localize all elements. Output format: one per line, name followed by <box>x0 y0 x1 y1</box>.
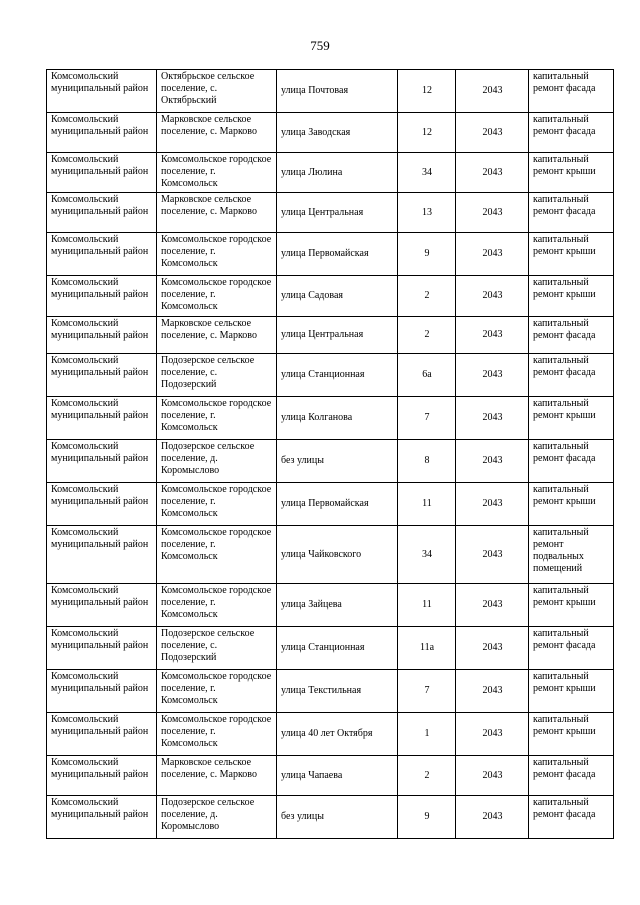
house-number-cell: 11а <box>398 627 456 670</box>
work-type-cell: капитальный ремонт крыши <box>529 483 614 526</box>
settlement-cell: Подозерское сельское поселение, д. Коромыслово <box>157 796 277 839</box>
work-type-cell: капитальный ремонт крыши <box>529 670 614 713</box>
settlement-cell: Комсомольское городское поселение, г. Комсомольск <box>157 483 277 526</box>
street-cell: улица Люлина <box>277 153 398 193</box>
house-number-cell: 34 <box>398 153 456 193</box>
work-type-cell: капитальный ремонт крыши <box>529 584 614 627</box>
settlement-cell: Комсомольское городское поселение, г. Комсомольск <box>157 526 277 584</box>
district-cell: Комсомольский муниципальный район <box>47 627 157 670</box>
house-number-cell: 1 <box>398 713 456 756</box>
street-cell: без улицы <box>277 440 398 483</box>
year-cell: 2043 <box>456 670 529 713</box>
table-row <box>47 526 614 584</box>
work-type-cell: капитальный ремонт подвальных помещений <box>529 526 614 584</box>
street-cell: улица Центральная <box>277 317 398 354</box>
year-cell: 2043 <box>456 713 529 756</box>
work-type-cell: капитальный ремонт крыши <box>529 153 614 193</box>
house-number-cell: 9 <box>398 233 456 276</box>
house-number-cell: 11 <box>398 483 456 526</box>
year-cell: 2043 <box>456 397 529 440</box>
table-row <box>47 756 614 796</box>
year-cell: 2043 <box>456 276 529 317</box>
house-number-cell: 7 <box>398 670 456 713</box>
table-row <box>47 276 614 317</box>
table-row <box>47 670 614 713</box>
street-cell: улица Станционная <box>277 354 398 397</box>
table-row <box>47 713 614 756</box>
settlement-cell: Комсомольское городское поселение, г. Комсомольск <box>157 276 277 317</box>
district-cell: Комсомольский муниципальный район <box>47 670 157 713</box>
district-cell: Комсомольский муниципальный район <box>47 193 157 233</box>
house-number-cell: 34 <box>398 526 456 584</box>
street-cell: улица 40 лет Октября <box>277 713 398 756</box>
house-number-cell: 9 <box>398 796 456 839</box>
settlement-cell: Марковское сельское поселение, с. Марково <box>157 193 277 233</box>
year-cell: 2043 <box>456 756 529 796</box>
district-cell: Комсомольский муниципальный район <box>47 70 157 113</box>
work-type-cell: капитальный ремонт крыши <box>529 397 614 440</box>
district-cell: Комсомольский муниципальный район <box>47 713 157 756</box>
settlement-cell: Комсомольское городское поселение, г. Комсомольск <box>157 670 277 713</box>
house-number-cell: 11 <box>398 584 456 627</box>
district-cell: Комсомольский муниципальный район <box>47 397 157 440</box>
house-number-cell: 2 <box>398 756 456 796</box>
work-type-cell: капитальный ремонт фасада <box>529 113 614 153</box>
year-cell: 2043 <box>456 153 529 193</box>
house-number-cell: 7 <box>398 397 456 440</box>
table-row <box>47 584 614 627</box>
work-type-cell: капитальный ремонт крыши <box>529 713 614 756</box>
work-type-cell: капитальный ремонт фасада <box>529 317 614 354</box>
street-cell: улица Текстильная <box>277 670 398 713</box>
work-type-cell: капитальный ремонт фасада <box>529 70 614 113</box>
settlement-cell: Подозерское сельское поселение, с. Подозерский <box>157 354 277 397</box>
settlement-cell: Октябрьское сельское поселение, с. Октябрьский <box>157 70 277 113</box>
settlement-cell: Комсомольское городское поселение, г. Комсомольск <box>157 233 277 276</box>
district-cell: Комсомольский муниципальный район <box>47 233 157 276</box>
table-row <box>47 354 614 397</box>
district-cell: Комсомольский муниципальный район <box>47 153 157 193</box>
house-number-cell: 8 <box>398 440 456 483</box>
table-row <box>47 796 614 839</box>
street-cell: без улицы <box>277 796 398 839</box>
work-type-cell: капитальный ремонт фасада <box>529 627 614 670</box>
year-cell: 2043 <box>456 796 529 839</box>
street-cell: улица Центральная <box>277 193 398 233</box>
street-cell: улица Станционная <box>277 627 398 670</box>
table-row <box>47 153 614 193</box>
district-cell: Комсомольский муниципальный район <box>47 584 157 627</box>
house-number-cell: 2 <box>398 276 456 317</box>
table-row <box>47 70 614 113</box>
settlement-cell: Подозерское сельское поселение, с. Подозерский <box>157 627 277 670</box>
settlement-cell: Марковское сельское поселение, с. Марково <box>157 317 277 354</box>
table-row <box>47 317 614 354</box>
district-cell: Комсомольский муниципальный район <box>47 796 157 839</box>
district-cell: Комсомольский муниципальный район <box>47 113 157 153</box>
settlement-cell: Комсомольское городское поселение, г. Комсомольск <box>157 713 277 756</box>
year-cell: 2043 <box>456 233 529 276</box>
repair-schedule-table <box>46 69 614 839</box>
year-cell: 2043 <box>456 70 529 113</box>
settlement-cell: Подозерское сельское поселение, д. Коромыслово <box>157 440 277 483</box>
table-row <box>47 627 614 670</box>
district-cell: Комсомольский муниципальный район <box>47 756 157 796</box>
house-number-cell: 2 <box>398 317 456 354</box>
year-cell: 2043 <box>456 584 529 627</box>
house-number-cell: 12 <box>398 113 456 153</box>
work-type-cell: капитальный ремонт фасада <box>529 354 614 397</box>
settlement-cell: Марковское сельское поселение, с. Марково <box>157 113 277 153</box>
year-cell: 2043 <box>456 193 529 233</box>
street-cell: улица Чапаева <box>277 756 398 796</box>
district-cell: Комсомольский муниципальный район <box>47 317 157 354</box>
table-row <box>47 233 614 276</box>
street-cell: улица Колганова <box>277 397 398 440</box>
street-cell: улица Зайцева <box>277 584 398 627</box>
street-cell: улица Первомайская <box>277 233 398 276</box>
year-cell: 2043 <box>456 113 529 153</box>
district-cell: Комсомольский муниципальный район <box>47 526 157 584</box>
year-cell: 2043 <box>456 440 529 483</box>
year-cell: 2043 <box>456 483 529 526</box>
year-cell: 2043 <box>456 526 529 584</box>
table-row <box>47 397 614 440</box>
street-cell: улица Почтовая <box>277 70 398 113</box>
page-number: 759 <box>310 38 330 53</box>
street-cell: улица Заводская <box>277 113 398 153</box>
house-number-cell: 13 <box>398 193 456 233</box>
work-type-cell: капитальный ремонт фасада <box>529 440 614 483</box>
street-cell: улица Садовая <box>277 276 398 317</box>
work-type-cell: капитальный ремонт крыши <box>529 276 614 317</box>
work-type-cell: капитальный ремонт фасада <box>529 796 614 839</box>
settlement-cell: Комсомольское городское поселение, г. Комсомольск <box>157 397 277 440</box>
work-type-cell: капитальный ремонт фасада <box>529 756 614 796</box>
house-number-cell: 6а <box>398 354 456 397</box>
table-row <box>47 440 614 483</box>
table-body <box>47 70 614 839</box>
table-row <box>47 113 614 153</box>
district-cell: Комсомольский муниципальный район <box>47 276 157 317</box>
work-type-cell: капитальный ремонт крыши <box>529 233 614 276</box>
street-cell: улица Первомайская <box>277 483 398 526</box>
settlement-cell: Комсомольское городское поселение, г. Комсомольск <box>157 584 277 627</box>
house-number-cell: 12 <box>398 70 456 113</box>
year-cell: 2043 <box>456 317 529 354</box>
district-cell: Комсомольский муниципальный район <box>47 440 157 483</box>
table-row <box>47 483 614 526</box>
district-cell: Комсомольский муниципальный район <box>47 354 157 397</box>
settlement-cell: Комсомольское городское поселение, г. Комсомольск <box>157 153 277 193</box>
year-cell: 2043 <box>456 627 529 670</box>
work-type-cell: капитальный ремонт фасада <box>529 193 614 233</box>
district-cell: Комсомольский муниципальный район <box>47 483 157 526</box>
table-row <box>47 193 614 233</box>
street-cell: улица Чайковского <box>277 526 398 584</box>
year-cell: 2043 <box>456 354 529 397</box>
settlement-cell: Марковское сельское поселение, с. Марково <box>157 756 277 796</box>
